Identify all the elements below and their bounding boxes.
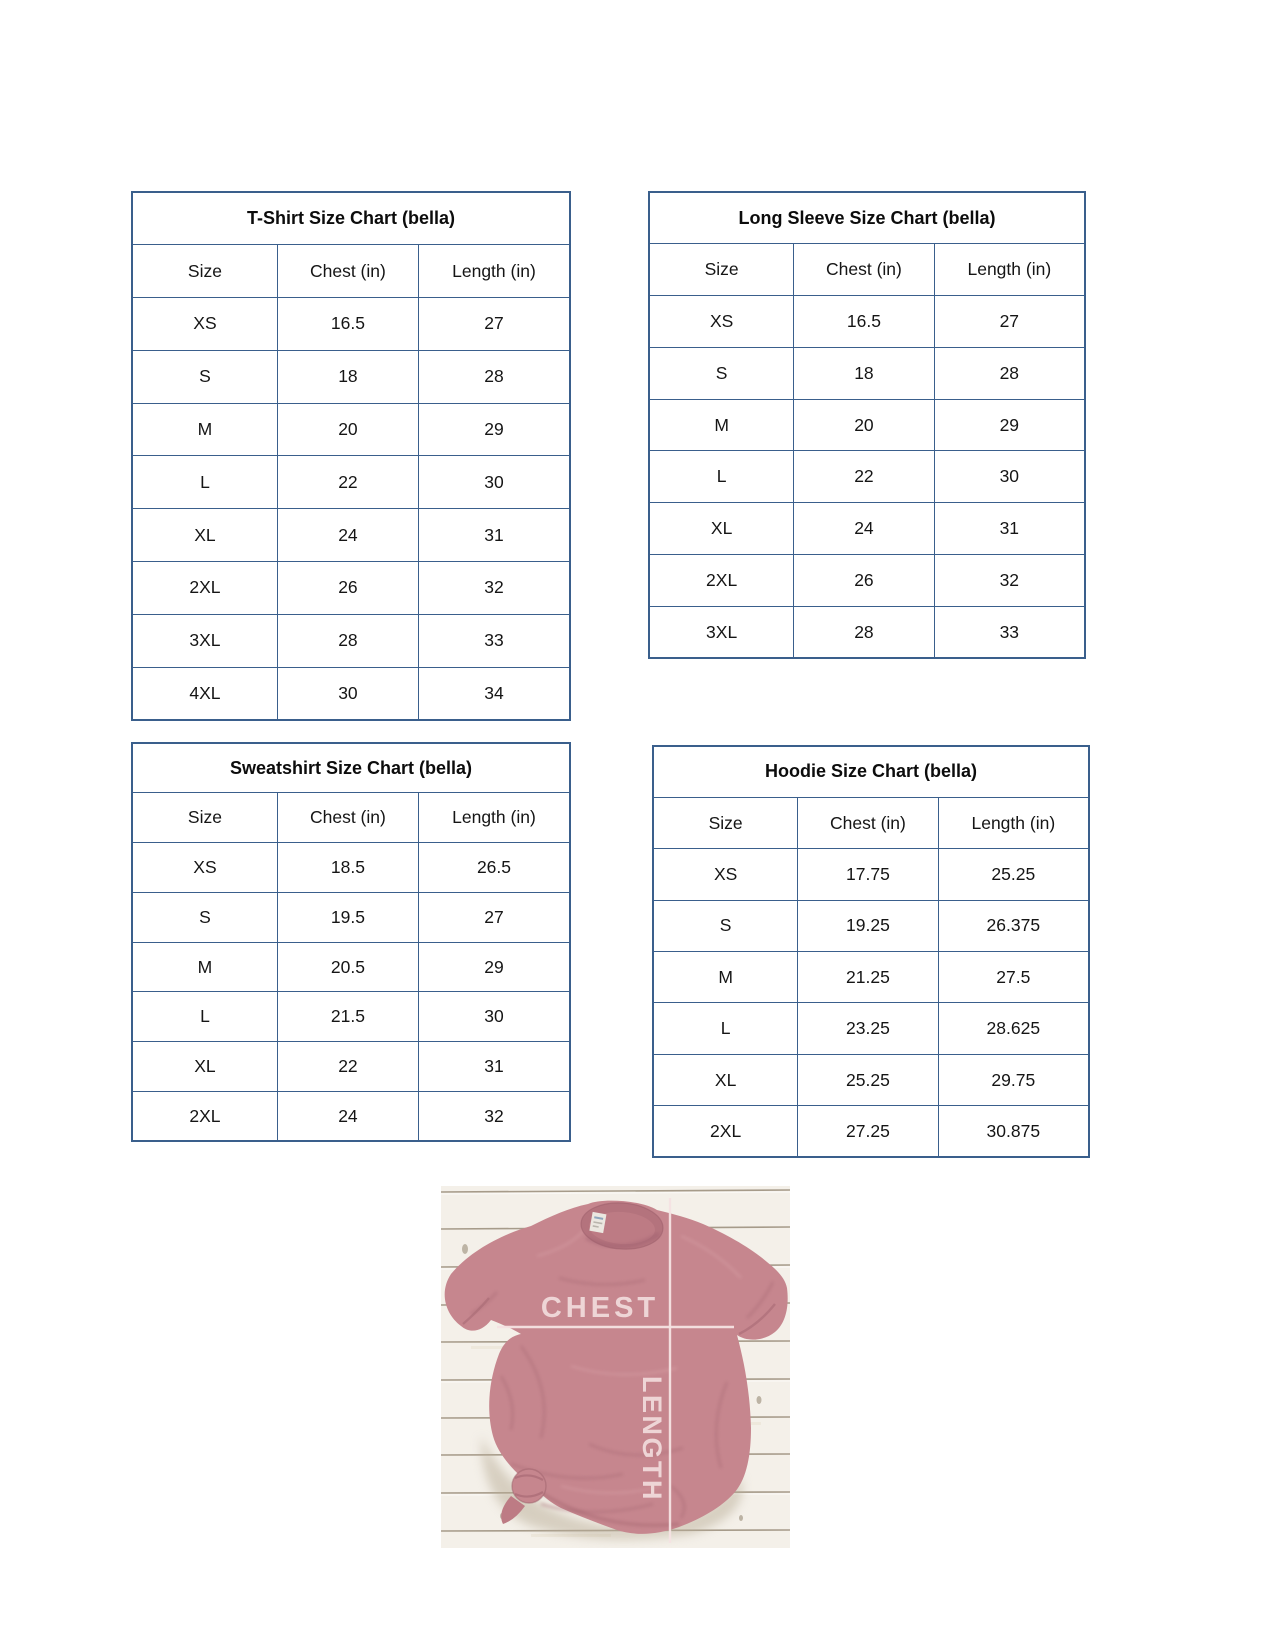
table-cell: 29 bbox=[418, 403, 570, 456]
table-title: Long Sleeve Size Chart (bella) bbox=[649, 192, 1085, 244]
table-cell: XL bbox=[132, 509, 277, 562]
table-cell: 30 bbox=[418, 456, 570, 509]
table-data-row bbox=[132, 298, 570, 351]
hoodie-size-table bbox=[652, 745, 1090, 1158]
table-cell: 27 bbox=[934, 296, 1085, 348]
table-cell: 18 bbox=[277, 350, 418, 403]
table-header-cell: Chest (in) bbox=[798, 797, 938, 848]
table-cell: 23.25 bbox=[798, 1003, 938, 1054]
table-data-row bbox=[132, 892, 570, 942]
table-cell: XL bbox=[132, 1042, 277, 1092]
table-cell: 28 bbox=[418, 350, 570, 403]
table-cell: 28 bbox=[794, 606, 934, 658]
table-data-row bbox=[653, 849, 1089, 900]
table-cell: 20 bbox=[794, 399, 934, 451]
table-header-cell: Length (in) bbox=[418, 793, 570, 843]
table-data-row bbox=[132, 456, 570, 509]
table-data-row bbox=[649, 347, 1085, 399]
table-data-row bbox=[649, 296, 1085, 348]
table-cell: 2XL bbox=[132, 562, 277, 615]
table-cell: 22 bbox=[794, 451, 934, 503]
table-header-cell: Size bbox=[649, 244, 794, 296]
tshirt-measurement-photo bbox=[441, 1186, 790, 1548]
table-data-row bbox=[132, 1092, 570, 1142]
table-header-cell: Chest (in) bbox=[277, 793, 418, 843]
table-cell: 3XL bbox=[132, 614, 277, 667]
table-cell: 24 bbox=[277, 1092, 418, 1142]
table-data-row bbox=[132, 403, 570, 456]
table-title-row bbox=[132, 192, 570, 245]
table-cell: 24 bbox=[277, 509, 418, 562]
table-title-row bbox=[132, 743, 570, 793]
table-header-cell: Chest (in) bbox=[277, 245, 418, 298]
table-data-row bbox=[132, 667, 570, 720]
table-data-row bbox=[132, 843, 570, 893]
sweatshirt-size-table bbox=[131, 742, 571, 1142]
table-header-row bbox=[653, 797, 1089, 848]
table-cell: 27.5 bbox=[938, 952, 1089, 1003]
table-title-row bbox=[649, 192, 1085, 244]
table-cell: XS bbox=[653, 849, 798, 900]
table-title: T-Shirt Size Chart (bella) bbox=[132, 192, 570, 245]
table-cell: 18 bbox=[794, 347, 934, 399]
table-cell: 26.5 bbox=[418, 843, 570, 893]
table-header-cell: Length (in) bbox=[418, 245, 570, 298]
table-data-row bbox=[132, 992, 570, 1042]
table-header-cell: Length (in) bbox=[934, 244, 1085, 296]
table-cell: 33 bbox=[418, 614, 570, 667]
table-cell: 2XL bbox=[132, 1092, 277, 1142]
table-data-row bbox=[132, 509, 570, 562]
table-cell: L bbox=[132, 992, 277, 1042]
table-cell: 30.875 bbox=[938, 1106, 1089, 1157]
table-data-row bbox=[649, 399, 1085, 451]
table-header-row bbox=[132, 793, 570, 843]
table-cell: M bbox=[649, 399, 794, 451]
table-cell: 27 bbox=[418, 892, 570, 942]
tshirt-size-table bbox=[131, 191, 571, 721]
table-header-cell: Size bbox=[132, 245, 277, 298]
table-cell: 29.75 bbox=[938, 1054, 1089, 1105]
table-cell: 21.25 bbox=[798, 952, 938, 1003]
table-cell: XS bbox=[649, 296, 794, 348]
table-cell: 18.5 bbox=[277, 843, 418, 893]
table-data-row bbox=[653, 1054, 1089, 1105]
table-cell: 3XL bbox=[649, 606, 794, 658]
table-data-row bbox=[653, 1106, 1089, 1157]
table-data-row bbox=[653, 900, 1089, 951]
table-cell: 27 bbox=[418, 298, 570, 351]
table-header-cell: Chest (in) bbox=[794, 244, 934, 296]
table-cell: L bbox=[132, 456, 277, 509]
table-cell: 28 bbox=[934, 347, 1085, 399]
table-cell: 22 bbox=[277, 1042, 418, 1092]
table-cell: 25.25 bbox=[798, 1054, 938, 1105]
table-cell: M bbox=[132, 403, 277, 456]
table-cell: 2XL bbox=[653, 1106, 798, 1157]
table-cell: L bbox=[653, 1003, 798, 1054]
table-data-row bbox=[653, 952, 1089, 1003]
table-cell: 28.625 bbox=[938, 1003, 1089, 1054]
table-cell: 20.5 bbox=[277, 942, 418, 992]
table-cell: 4XL bbox=[132, 667, 277, 720]
table-data-row bbox=[132, 350, 570, 403]
table-cell: XL bbox=[649, 503, 794, 555]
table-cell: 27.25 bbox=[798, 1106, 938, 1157]
table-cell: 25.25 bbox=[938, 849, 1089, 900]
longsleeve-size-table bbox=[648, 191, 1086, 659]
table-cell: L bbox=[649, 451, 794, 503]
table-data-row bbox=[649, 555, 1085, 607]
table-data-row bbox=[132, 1042, 570, 1092]
table-cell: 2XL bbox=[649, 555, 794, 607]
table-cell: 31 bbox=[934, 503, 1085, 555]
table-cell: 26.375 bbox=[938, 900, 1089, 951]
table-cell: 19.5 bbox=[277, 892, 418, 942]
length-label: LENGTH bbox=[637, 1376, 667, 1502]
table-cell: 21.5 bbox=[277, 992, 418, 1042]
table-cell: 32 bbox=[418, 562, 570, 615]
table-data-row bbox=[132, 562, 570, 615]
table-cell: M bbox=[653, 952, 798, 1003]
table-title-row bbox=[653, 746, 1089, 797]
table-cell: M bbox=[132, 942, 277, 992]
table-cell: 29 bbox=[934, 399, 1085, 451]
table-cell: S bbox=[649, 347, 794, 399]
table-cell: 16.5 bbox=[794, 296, 934, 348]
table-cell: S bbox=[132, 350, 277, 403]
table-cell: 33 bbox=[934, 606, 1085, 658]
table-data-row bbox=[649, 503, 1085, 555]
table-title: Sweatshirt Size Chart (bella) bbox=[132, 743, 570, 793]
table-cell: 19.25 bbox=[798, 900, 938, 951]
table-header-cell: Length (in) bbox=[938, 797, 1089, 848]
table-cell: 26 bbox=[794, 555, 934, 607]
table-cell: S bbox=[132, 892, 277, 942]
table-cell: XS bbox=[132, 298, 277, 351]
table-cell: 24 bbox=[794, 503, 934, 555]
table-data-row bbox=[132, 942, 570, 992]
table-title: Hoodie Size Chart (bella) bbox=[653, 746, 1089, 797]
table-header-row bbox=[132, 245, 570, 298]
table-data-row bbox=[649, 606, 1085, 658]
table-cell: 26 bbox=[277, 562, 418, 615]
table-cell: 32 bbox=[934, 555, 1085, 607]
table-cell: 28 bbox=[277, 614, 418, 667]
table-cell: 17.75 bbox=[798, 849, 938, 900]
table-cell: 30 bbox=[277, 667, 418, 720]
table-cell: 34 bbox=[418, 667, 570, 720]
table-cell: XS bbox=[132, 843, 277, 893]
table-header-cell: Size bbox=[653, 797, 798, 848]
table-cell: 22 bbox=[277, 456, 418, 509]
table-cell: 32 bbox=[418, 1092, 570, 1142]
table-cell: 16.5 bbox=[277, 298, 418, 351]
table-cell: XL bbox=[653, 1054, 798, 1105]
table-data-row bbox=[649, 451, 1085, 503]
table-header-row bbox=[649, 244, 1085, 296]
table-cell: S bbox=[653, 900, 798, 951]
table-cell: 20 bbox=[277, 403, 418, 456]
table-cell: 30 bbox=[934, 451, 1085, 503]
table-cell: 30 bbox=[418, 992, 570, 1042]
table-cell: 29 bbox=[418, 942, 570, 992]
chest-label: CHEST bbox=[540, 1292, 660, 1324]
table-header-cell: Size bbox=[132, 793, 277, 843]
table-data-row bbox=[132, 614, 570, 667]
tshirt-photo-svg bbox=[441, 1186, 790, 1548]
table-data-row bbox=[653, 1003, 1089, 1054]
table-cell: 31 bbox=[418, 1042, 570, 1092]
table-cell: 31 bbox=[418, 509, 570, 562]
